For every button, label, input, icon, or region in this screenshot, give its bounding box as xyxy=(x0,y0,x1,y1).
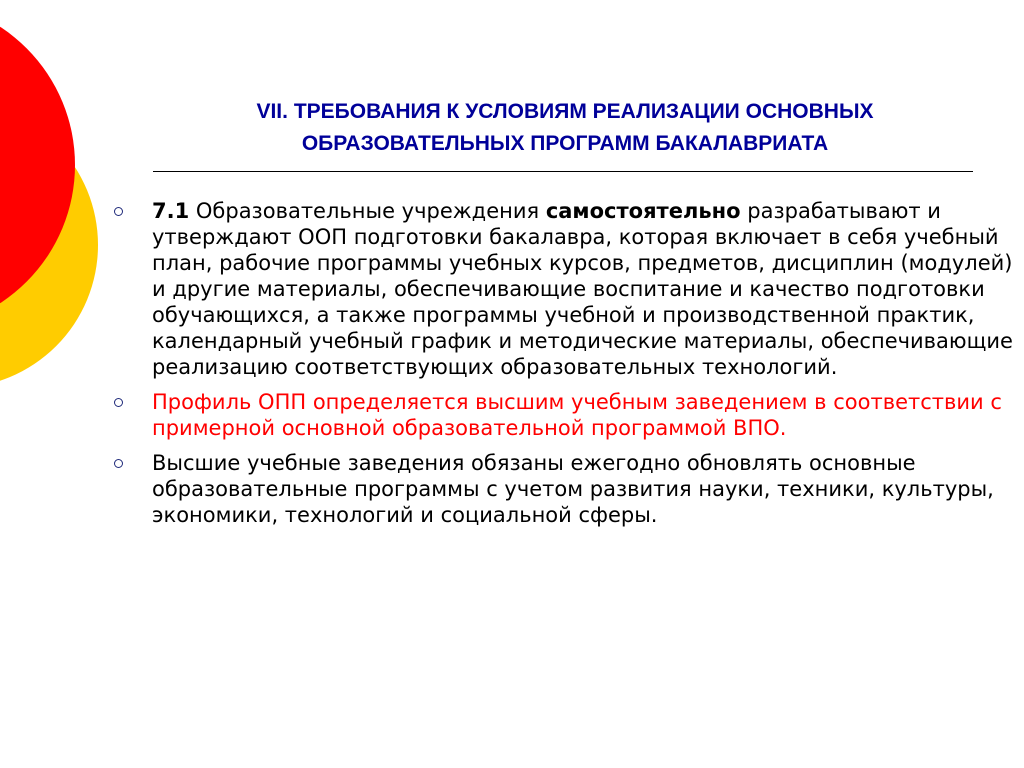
title-line-1: VII. ТРЕБОВАНИЯ К УСЛОВИЯМ РЕАЛИЗАЦИИ ОСНОВНЫХ xyxy=(256,100,874,123)
title-divider xyxy=(153,171,973,172)
bullet-text: Высшие учебные заведения обязаны ежегодно обновлять основные образовательные программы с учетом развития науки, техники, культуры, экономики, технологий и социальной сферы. xyxy=(152,451,994,527)
section-number: 7.1 xyxy=(152,199,190,223)
bullet-item-3 xyxy=(108,450,1013,528)
title-line-2: ОБРАЗОВАТЕЛЬНЫХ ПРОГРАММ БАКАЛАВРИАТА xyxy=(301,132,829,155)
bullet-item-1 xyxy=(108,198,1013,380)
bullet-list xyxy=(108,198,1013,537)
bullet-text: Профиль ОПП определяется высшим учебным заведением в соответствии с примерной основной образовательной программой ВПО. xyxy=(152,390,1002,440)
bullet-bold-word: самостоятельно xyxy=(545,199,741,223)
bullet-circle-icon xyxy=(114,398,123,407)
bullet-text-part-1: Образовательные учреждения xyxy=(189,199,546,223)
bullet-text-part-2: разрабатывают и утверждают ООП подготовки бакалавра, которая включает в себя учебный план, рабочие программы учебных курсов, предметов, дисциплин (модулей) и другие материалы, обеспечивающие воспитание и качество подготовки обучающихся, а также программы учебной и производственной практик, календарный учебный график и методические материалы, обеспечивающие реализацию соответствующих образовательных технологий. xyxy=(152,199,1013,379)
slide-title xyxy=(130,96,1000,160)
bullet-circle-icon xyxy=(114,459,123,468)
bullet-circle-icon xyxy=(114,207,123,216)
bullet-item-2 xyxy=(108,389,1013,441)
